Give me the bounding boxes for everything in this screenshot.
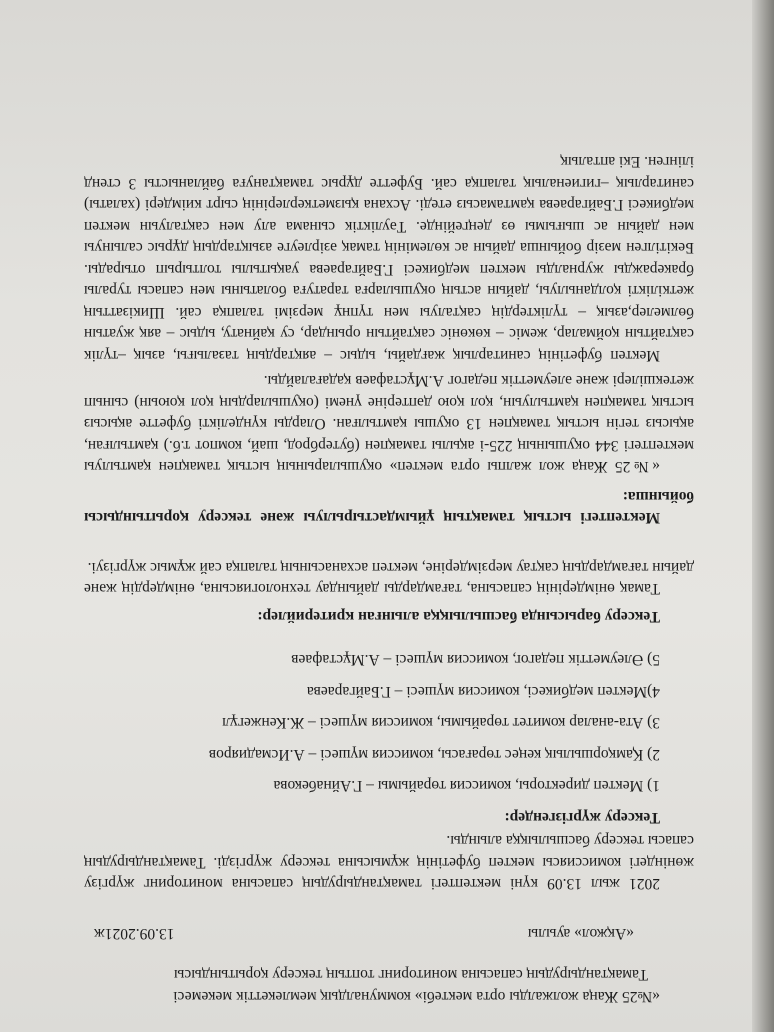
inspector-item: 1) Мектеп директоры, комиссия төрайымы – Г.Айнабекова: [273, 777, 660, 795]
inspector-item: 5) Әлеуметтік педагог, комиссия мүшесі – А.Мұстафаев: [291, 651, 660, 669]
inspector-item: 2) Қамқоршылық кеңес төрағасы, комиссия мүшесі – А.Исмадияров: [208, 746, 660, 763]
document-date: 13.09.2021ж: [94, 925, 175, 942]
criteria-heading: Тексеру барысында басшылыққа алынған критерийлер:: [257, 608, 660, 625]
document-content: [84, 151, 694, 1007]
results-paragraph-1: «№25 Жаңа жол жалпы орта мектеп» оқушыларының ыстық тамақпен қамтылуы мектептегі 344 оқушының 225-і ақылы тамақпен (бутерброд, шай, компот т.б.) қамтылған, ақысыз тегін ыстық тамақпен 13 оқушы қамтылған. Оларды күнделікті буфетте ақысыз ыстық тамақпен қамтылуын, қол қою дәптеріне үнемі (оқушылардың қол қоюын) сынып жетекшілері және әлеуметтік педагог А.Мұстафаев қадағалайды.: [84, 372, 694, 476]
inspector-item: 4)Мектеп медбикесі, комиссия мүшесі – Г.Байгараева: [306, 683, 660, 700]
intro-paragraph: 2021 жыл 13.09 күні мектептегі тамақтандырудың сапасына мониторинг жүргізу жөніндегі комиссиясы мектеп буфетінің жұмысына тексеру жүргізді. Тамақтандырудың сапасы тексеру басшылыққа алынды.: [84, 832, 694, 893]
results-heading: Мектептегі ыстық тамақтың ұйымдастырылуы және тексеру қорытындысы бойынша:: [84, 488, 694, 527]
criteria-paragraph: Тамақ өнімдерінің сапасына, тағамдарды дайындау технологиясына, өнімдердің және дайын тағамдардың сақтау мерзімдеріне, мектеп асханасының талапқа сай жұмыс жүргізуі.: [84, 559, 694, 598]
inspector-item: 3) Ата-аналар комитет төрайымы, комиссия мүшесі – Ж.Кенжегұл: [222, 714, 660, 732]
document-header-line1: «№25 Жаңа жолжалды орта мектебі» коммуналдық мемлекеттік мекемесі: [173, 988, 660, 1005]
inspectors-heading: Тексеру жүргізгендер:: [504, 809, 660, 826]
document-place: «Ақжол» ауылы: [527, 925, 634, 942]
document-header-line2: Тамақтандырудың сапасына мониторинг топтың тексеру қорытындысы: [173, 966, 648, 984]
results-paragraph-2: Мектеп буфетінің санитарлық жағдайы, ыдыс – аяқтардың тазалығы, азық –түлік сақтайтын қоймалар, жеміс – көкөніс сақтайтын орындар, су қайнату, ыдыс – аяқ жуатын бөлмелер,азық – түліктердің сақталуы мен түпнұ мерзімі талапқа сай. Шикізаттың жеткілікті қолданылуы, дайын астың оқушыларға таратуға болатыны мен сапасы туралы бракеражды журналды мектеп медбикесі Г.Байгараева уақытылы толтырып отырады. Бекітілген мәзір бойынша дайын ас көлемінің тамақ әзірлеуге азықтардың дұрыс салынуы мен дайын ас шығымы өз деңгейінде. Тәуліктік сынама алу мен сақталуын мектеп медбикесі Г.Байгараева қамтамасыз етеді. Асхана қызметкерлерінің сырт киімдері (халаты) санитарлық –гигиеналық талапқа сай. Буфетте дұрыс тамақтануға байланысты 3 стенд ілінген. Екі апталық: [84, 153, 694, 364]
place-date-row: [84, 923, 694, 945]
